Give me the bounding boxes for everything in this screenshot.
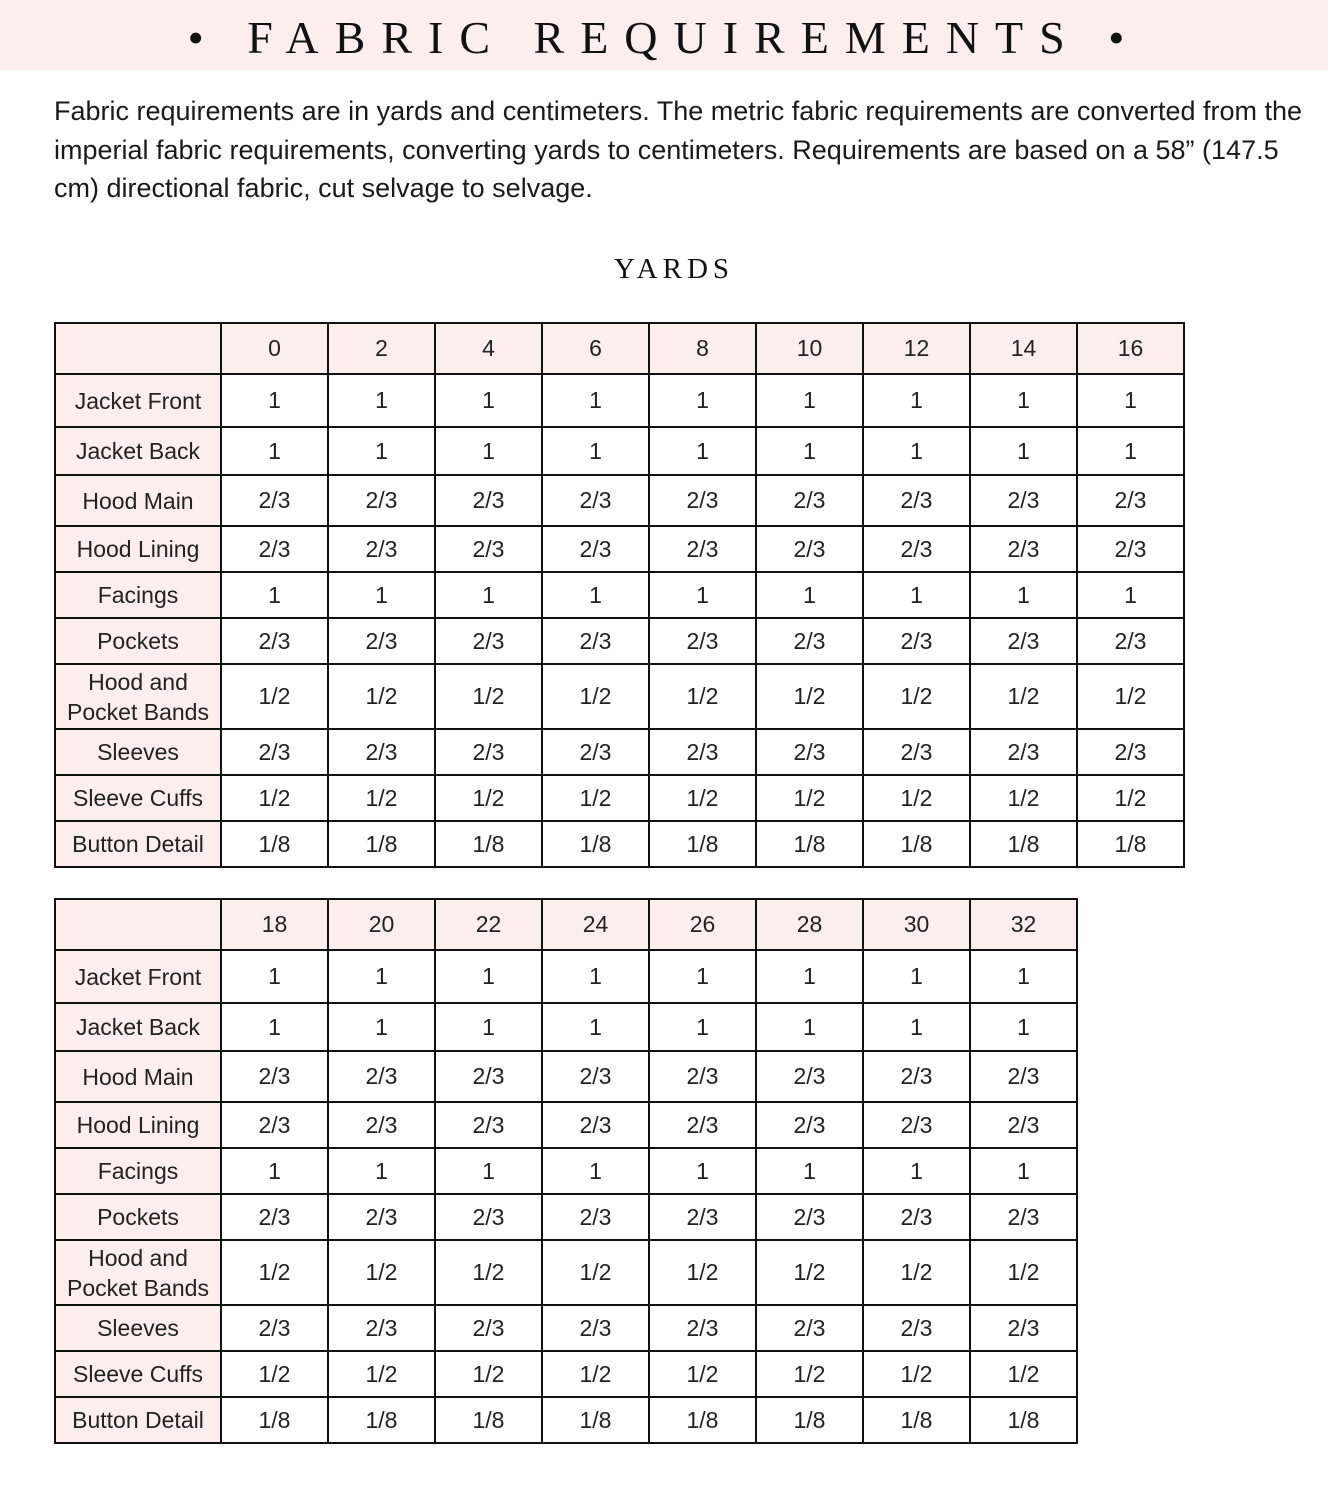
yardage-cell: 1/2 bbox=[649, 1351, 756, 1397]
yardage-cell: 1 bbox=[542, 1003, 649, 1051]
yardage-cell: 1/2 bbox=[542, 1240, 649, 1305]
table-row bbox=[55, 1148, 1077, 1194]
yardage-cell: 1/2 bbox=[970, 664, 1077, 729]
yardage-cell: 2/3 bbox=[328, 1051, 435, 1102]
yardage-cell: 1 bbox=[435, 1003, 542, 1051]
yardage-cell: 1 bbox=[649, 427, 756, 475]
yardage-cell: 1/2 bbox=[649, 775, 756, 821]
yardage-cell: 2/3 bbox=[970, 526, 1077, 572]
yardage-cell: 1 bbox=[970, 374, 1077, 427]
size-header-cell: 14 bbox=[970, 323, 1077, 374]
yardage-cell: 1 bbox=[756, 1148, 863, 1194]
yardage-cell: 2/3 bbox=[970, 1194, 1077, 1240]
yardage-cell: 1/2 bbox=[970, 1351, 1077, 1397]
yardage-cell: 1/8 bbox=[970, 1397, 1077, 1443]
yardage-cell: 1 bbox=[756, 572, 863, 618]
yardage-cell: 1/2 bbox=[221, 664, 328, 729]
yardage-cell: 2/3 bbox=[328, 618, 435, 664]
yardage-cell: 2/3 bbox=[328, 475, 435, 526]
yardage-cell: 1/2 bbox=[970, 775, 1077, 821]
size-header-cell: 2 bbox=[328, 323, 435, 374]
yardage-cell: 2/3 bbox=[970, 1051, 1077, 1102]
row-label-cell: Sleeves bbox=[55, 729, 221, 775]
yardage-table-1 bbox=[54, 322, 1185, 868]
yardage-cell: 1/8 bbox=[863, 1397, 970, 1443]
yardage-cell: 1/8 bbox=[435, 1397, 542, 1443]
yardage-cell: 1 bbox=[542, 374, 649, 427]
yardage-cell: 2/3 bbox=[756, 1051, 863, 1102]
yardage-cell: 2/3 bbox=[542, 618, 649, 664]
yardage-cell: 1/2 bbox=[435, 664, 542, 729]
yardage-cell: 1 bbox=[756, 427, 863, 475]
yardage-cell: 1/8 bbox=[1077, 821, 1184, 867]
size-header-cell: 6 bbox=[542, 323, 649, 374]
yardage-cell: 1/2 bbox=[435, 1351, 542, 1397]
yardage-cell: 2/3 bbox=[649, 618, 756, 664]
table-row bbox=[55, 1305, 1077, 1351]
yardage-cell: 1/8 bbox=[863, 821, 970, 867]
size-header-cell: 30 bbox=[863, 899, 970, 950]
yardage-cell: 1/8 bbox=[328, 1397, 435, 1443]
yardage-cell: 2/3 bbox=[756, 618, 863, 664]
yardage-cell: 1 bbox=[221, 427, 328, 475]
table-row bbox=[55, 664, 1184, 729]
yardage-cell: 2/3 bbox=[435, 618, 542, 664]
yardage-cell: 2/3 bbox=[970, 1305, 1077, 1351]
yardage-cell: 1 bbox=[863, 374, 970, 427]
size-header-cell: 22 bbox=[435, 899, 542, 950]
yardage-cell: 1/2 bbox=[863, 775, 970, 821]
size-header-cell: 32 bbox=[970, 899, 1077, 950]
yardage-cell: 1/8 bbox=[221, 821, 328, 867]
row-label-cell: Pockets bbox=[55, 618, 221, 664]
corner-cell bbox=[55, 899, 221, 950]
yardage-cell: 1 bbox=[649, 374, 756, 427]
yardage-cell: 1/2 bbox=[542, 775, 649, 821]
size-header-cell: 12 bbox=[863, 323, 970, 374]
yardage-cell: 1/2 bbox=[756, 1351, 863, 1397]
row-label-cell: Hood and Pocket Bands bbox=[55, 664, 221, 729]
yardage-cell: 1/2 bbox=[328, 1240, 435, 1305]
yardage-cell: 1 bbox=[435, 374, 542, 427]
yardage-cell: 1 bbox=[328, 572, 435, 618]
table-row bbox=[55, 1102, 1077, 1148]
corner-cell bbox=[55, 323, 221, 374]
row-label-cell: Sleeve Cuffs bbox=[55, 1351, 221, 1397]
yardage-cell: 1/2 bbox=[542, 664, 649, 729]
table-row bbox=[55, 374, 1184, 427]
yardage-cell: 2/3 bbox=[756, 526, 863, 572]
yardage-cell: 2/3 bbox=[542, 1305, 649, 1351]
yardage-cell: 2/3 bbox=[221, 1194, 328, 1240]
yardage-cell: 2/3 bbox=[863, 1051, 970, 1102]
table-row bbox=[55, 1003, 1077, 1051]
yardage-cell: 2/3 bbox=[756, 729, 863, 775]
table-row bbox=[55, 729, 1184, 775]
yardage-cell: 1/2 bbox=[221, 1351, 328, 1397]
yardage-cell: 2/3 bbox=[328, 1194, 435, 1240]
row-label-cell: Button Detail bbox=[55, 1397, 221, 1443]
yardage-cell: 2/3 bbox=[970, 1102, 1077, 1148]
yardage-cell: 1/2 bbox=[1077, 775, 1184, 821]
yardage-cell: 1/2 bbox=[435, 775, 542, 821]
table-row bbox=[55, 1051, 1077, 1102]
yardage-cell: 1/2 bbox=[756, 1240, 863, 1305]
yardage-cell: 1/2 bbox=[221, 775, 328, 821]
table-row bbox=[55, 821, 1184, 867]
size-header-cell: 24 bbox=[542, 899, 649, 950]
yardage-cell: 2/3 bbox=[221, 729, 328, 775]
table-row bbox=[55, 1397, 1077, 1443]
row-label-cell: Facings bbox=[55, 1148, 221, 1194]
table-row bbox=[55, 572, 1184, 618]
yardage-cell: 1 bbox=[221, 374, 328, 427]
yardage-cell: 2/3 bbox=[435, 1305, 542, 1351]
table-row bbox=[55, 950, 1077, 1003]
yardage-cell: 1/2 bbox=[756, 664, 863, 729]
row-label-cell: Jacket Front bbox=[55, 374, 221, 427]
yardage-cell: 1 bbox=[435, 950, 542, 1003]
yardage-cell: 1 bbox=[649, 1148, 756, 1194]
yardage-cell: 2/3 bbox=[649, 1102, 756, 1148]
size-header-cell: 8 bbox=[649, 323, 756, 374]
size-header-cell: 20 bbox=[328, 899, 435, 950]
yardage-cell: 1 bbox=[970, 950, 1077, 1003]
yardage-cell: 2/3 bbox=[221, 475, 328, 526]
yardage-cell: 2/3 bbox=[542, 526, 649, 572]
yardage-cell: 1/8 bbox=[649, 1397, 756, 1443]
size-header-cell: 4 bbox=[435, 323, 542, 374]
yardage-cell: 1 bbox=[328, 427, 435, 475]
yardage-cell: 1 bbox=[863, 572, 970, 618]
yardage-cell: 1 bbox=[542, 572, 649, 618]
yardage-cell: 1 bbox=[328, 374, 435, 427]
yardage-cell: 2/3 bbox=[221, 526, 328, 572]
yardage-cell: 1 bbox=[435, 1148, 542, 1194]
yardage-cell: 2/3 bbox=[649, 526, 756, 572]
yardage-cell: 1/2 bbox=[649, 664, 756, 729]
yardage-cell: 1 bbox=[542, 1148, 649, 1194]
yardage-cell: 2/3 bbox=[542, 475, 649, 526]
yardage-cell: 1/2 bbox=[328, 664, 435, 729]
yardage-cell: 2/3 bbox=[756, 1305, 863, 1351]
yardage-cell: 1 bbox=[542, 950, 649, 1003]
yardage-cell: 1 bbox=[863, 1148, 970, 1194]
yardage-cell: 1 bbox=[970, 572, 1077, 618]
yardage-cell: 1 bbox=[328, 950, 435, 1003]
yardage-cell: 1 bbox=[221, 950, 328, 1003]
yardage-cell: 1/8 bbox=[542, 821, 649, 867]
yardage-cell: 2/3 bbox=[863, 1102, 970, 1148]
yardage-cell: 1 bbox=[221, 1148, 328, 1194]
yardage-cell: 1 bbox=[221, 572, 328, 618]
yardage-cell: 1 bbox=[863, 950, 970, 1003]
yardage-cell: 1/2 bbox=[756, 775, 863, 821]
yardage-cell: 2/3 bbox=[435, 526, 542, 572]
yardage-cell: 1 bbox=[970, 1003, 1077, 1051]
yardage-cell: 1 bbox=[756, 950, 863, 1003]
yardage-cell: 2/3 bbox=[649, 729, 756, 775]
size-header-cell: 18 bbox=[221, 899, 328, 950]
size-header-cell: 28 bbox=[756, 899, 863, 950]
table-row bbox=[55, 775, 1184, 821]
yardage-cell: 2/3 bbox=[328, 1305, 435, 1351]
yardage-cell: 2/3 bbox=[435, 475, 542, 526]
yardage-cell: 2/3 bbox=[649, 1051, 756, 1102]
yardage-cell: 2/3 bbox=[970, 618, 1077, 664]
yardage-cell: 2/3 bbox=[1077, 729, 1184, 775]
yardage-cell: 2/3 bbox=[435, 1194, 542, 1240]
yardage-cell: 2/3 bbox=[863, 618, 970, 664]
table-row bbox=[55, 1351, 1077, 1397]
yardage-cell: 1 bbox=[756, 374, 863, 427]
yardage-cell: 1/2 bbox=[863, 1240, 970, 1305]
yardage-cell: 2/3 bbox=[649, 475, 756, 526]
row-label-cell: Facings bbox=[55, 572, 221, 618]
yardage-cell: 2/3 bbox=[542, 1102, 649, 1148]
yardage-cell: 2/3 bbox=[221, 1102, 328, 1148]
intro-paragraph: Fabric requirements are in yards and centimeters. The metric fabric requirements are converted from the imperial fabric requirements, converting yards to centimeters. Requirements are based on a 58” (147.5 cm) directional fabric, cut selvage to selvage. bbox=[54, 96, 1303, 203]
table-row bbox=[55, 427, 1184, 475]
row-label-cell: Jacket Back bbox=[55, 427, 221, 475]
yardage-cell: 2/3 bbox=[1077, 618, 1184, 664]
yardage-cell: 1 bbox=[1077, 572, 1184, 618]
table-row bbox=[55, 1240, 1077, 1305]
size-header-cell: 26 bbox=[649, 899, 756, 950]
yardage-cell: 1/8 bbox=[542, 1397, 649, 1443]
yardage-cell: 1/2 bbox=[970, 1240, 1077, 1305]
yardage-cell: 1/8 bbox=[970, 821, 1077, 867]
row-label-cell: Sleeve Cuffs bbox=[55, 775, 221, 821]
yardage-cell: 1 bbox=[970, 1148, 1077, 1194]
yardage-cell: 2/3 bbox=[863, 1305, 970, 1351]
yardage-cell: 2/3 bbox=[328, 729, 435, 775]
yardage-cell: 1/2 bbox=[435, 1240, 542, 1305]
yardage-cell: 1 bbox=[970, 427, 1077, 475]
yardage-cell: 2/3 bbox=[649, 1305, 756, 1351]
yardage-cell: 2/3 bbox=[542, 729, 649, 775]
yardage-cell: 1/2 bbox=[649, 1240, 756, 1305]
row-label-cell: Hood Lining bbox=[55, 1102, 221, 1148]
yardage-cell: 1/2 bbox=[328, 1351, 435, 1397]
yardage-cell: 2/3 bbox=[328, 1102, 435, 1148]
yardage-cell: 1 bbox=[649, 950, 756, 1003]
yardage-cell: 2/3 bbox=[649, 1194, 756, 1240]
yardage-cell: 1/2 bbox=[221, 1240, 328, 1305]
yardage-cell: 2/3 bbox=[970, 475, 1077, 526]
yardage-cell: 2/3 bbox=[863, 475, 970, 526]
unit-heading: YARDS bbox=[613, 253, 735, 285]
row-label-cell: Hood Lining bbox=[55, 526, 221, 572]
size-header-row bbox=[55, 899, 1077, 950]
yardage-table-2 bbox=[54, 898, 1078, 1444]
yardage-cell: 1 bbox=[863, 1003, 970, 1051]
size-header-cell: 10 bbox=[756, 323, 863, 374]
row-label-cell: Jacket Front bbox=[55, 950, 221, 1003]
yardage-cell: 2/3 bbox=[863, 1194, 970, 1240]
yardage-cell: 1/8 bbox=[328, 821, 435, 867]
yardage-cell: 1/2 bbox=[1077, 664, 1184, 729]
row-label-cell: Hood Main bbox=[55, 475, 221, 526]
yardage-cell: 2/3 bbox=[970, 729, 1077, 775]
yardage-cell: 1/2 bbox=[542, 1351, 649, 1397]
yardage-cell: 2/3 bbox=[756, 475, 863, 526]
row-label-cell: Sleeves bbox=[55, 1305, 221, 1351]
yardage-cell: 1 bbox=[542, 427, 649, 475]
yardage-cell: 2/3 bbox=[221, 618, 328, 664]
yardage-cell: 1 bbox=[756, 1003, 863, 1051]
yardage-cell: 2/3 bbox=[756, 1102, 863, 1148]
yardage-cell: 1 bbox=[863, 427, 970, 475]
table-row bbox=[55, 618, 1184, 664]
yardage-cell: 1/2 bbox=[863, 664, 970, 729]
yardage-cell: 2/3 bbox=[435, 729, 542, 775]
size-header-cell: 16 bbox=[1077, 323, 1184, 374]
yardage-cell: 2/3 bbox=[1077, 475, 1184, 526]
yardage-cell: 2/3 bbox=[863, 729, 970, 775]
yardage-cell: 1/2 bbox=[328, 775, 435, 821]
table-row bbox=[55, 475, 1184, 526]
size-header-row bbox=[55, 323, 1184, 374]
yardage-cell: 2/3 bbox=[1077, 526, 1184, 572]
yardage-cell: 2/3 bbox=[328, 526, 435, 572]
yardage-cell: 1/8 bbox=[649, 821, 756, 867]
yardage-cell: 1/8 bbox=[756, 1397, 863, 1443]
table-row bbox=[55, 526, 1184, 572]
yardage-cell: 2/3 bbox=[542, 1051, 649, 1102]
yardage-cell: 2/3 bbox=[863, 526, 970, 572]
row-label-cell: Button Detail bbox=[55, 821, 221, 867]
yardage-cell: 1/2 bbox=[863, 1351, 970, 1397]
row-label-cell: Hood Main bbox=[55, 1051, 221, 1102]
row-label-cell: Hood and Pocket Bands bbox=[55, 1240, 221, 1305]
size-header-cell: 0 bbox=[221, 323, 328, 374]
yardage-cell: 2/3 bbox=[542, 1194, 649, 1240]
yardage-cell: 1 bbox=[1077, 374, 1184, 427]
yardage-cell: 1 bbox=[328, 1148, 435, 1194]
yardage-cell: 1 bbox=[435, 572, 542, 618]
yardage-cell: 1 bbox=[221, 1003, 328, 1051]
yardage-cell: 2/3 bbox=[435, 1102, 542, 1148]
yardage-cell: 1 bbox=[649, 1003, 756, 1051]
yardage-cell: 1/8 bbox=[756, 821, 863, 867]
yardage-cell: 2/3 bbox=[435, 1051, 542, 1102]
yardage-cell: 1 bbox=[328, 1003, 435, 1051]
row-label-cell: Jacket Back bbox=[55, 1003, 221, 1051]
yardage-cell: 1/8 bbox=[221, 1397, 328, 1443]
yardage-cell: 2/3 bbox=[756, 1194, 863, 1240]
yardage-cell: 1/8 bbox=[435, 821, 542, 867]
row-label-cell: Pockets bbox=[55, 1194, 221, 1240]
table-row bbox=[55, 1194, 1077, 1240]
yardage-cell: 1 bbox=[435, 427, 542, 475]
yardage-cell: 1 bbox=[1077, 427, 1184, 475]
yardage-cell: 2/3 bbox=[221, 1305, 328, 1351]
yardage-cell: 2/3 bbox=[221, 1051, 328, 1102]
page-title: • FABRIC REQUIREMENTS • bbox=[187, 12, 1141, 63]
yardage-cell: 1 bbox=[649, 572, 756, 618]
